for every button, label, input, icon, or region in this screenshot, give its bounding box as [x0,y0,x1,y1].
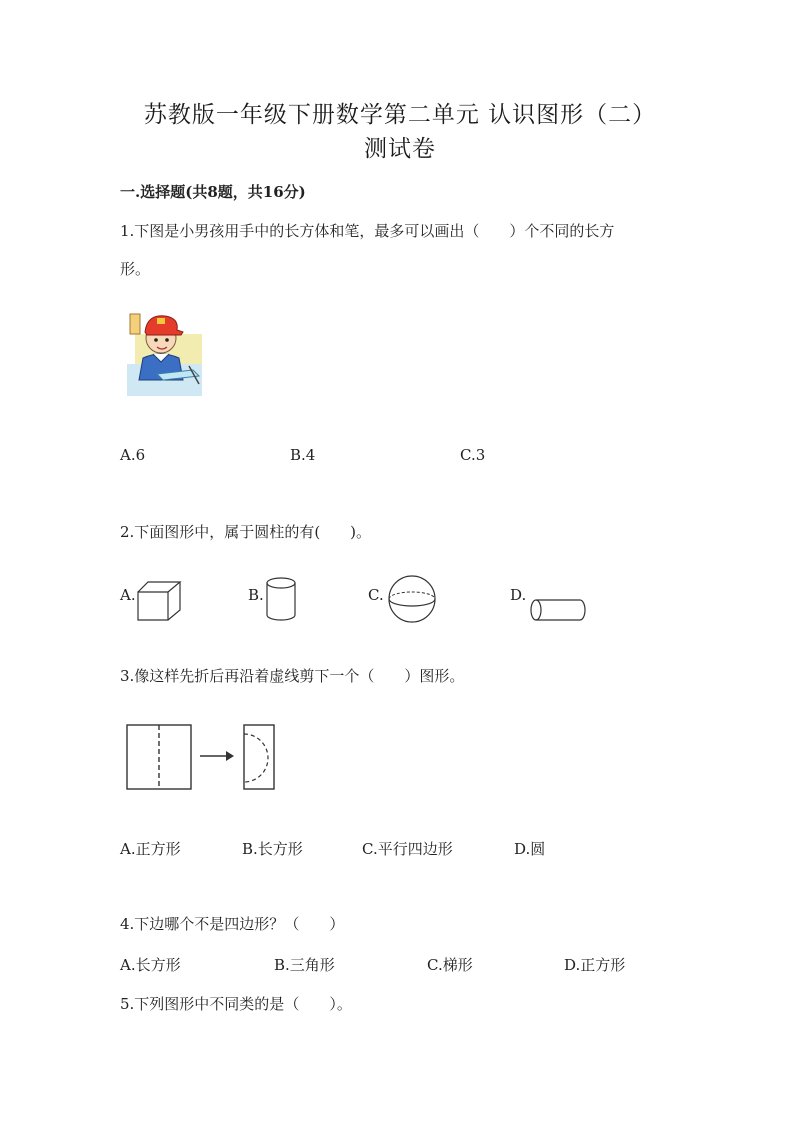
q4-option-c[interactable]: C.梯形 [427,956,473,974]
sphere-shape [387,574,437,624]
cylinder-upright-shape [265,576,299,622]
q4-option-d[interactable]: D.正方形 [564,956,626,974]
q4-option-b[interactable]: B.三角形 [274,956,335,974]
boy-with-cuboid-illustration [127,306,202,396]
section-heading: 一.选择题(共8题，共16分) [120,183,306,201]
fold-and-cut-diagram [126,724,286,794]
q3-option-a[interactable]: A.正方形 [120,840,181,858]
q2-option-d[interactable]: D. [510,586,527,604]
q3-option-c[interactable]: C.平行四边形 [362,840,453,858]
q2-option-c[interactable]: C. [368,586,384,604]
cube-shape [136,580,184,622]
cylinder-lying-shape [528,598,586,624]
q3-option-b[interactable]: B.长方形 [242,840,303,858]
question-3-text: 3.像这样先折后再沿着虚线剪下一个（ ）图形。 [120,667,465,685]
page-title-line2: 测试卷 [364,136,436,162]
q2-option-b[interactable]: B. [248,586,264,604]
q2-option-a[interactable]: A. [120,586,136,604]
question-1-text: 1.下图是小男孩用手中的长方体和笔，最多可以画出（ ）个不同的长方 [120,222,615,240]
question-5-text: 5.下列图形中不同类的是（ ）。 [120,995,352,1013]
q1-option-c[interactable]: C.3 [460,446,486,464]
q1-option-b[interactable]: B.4 [290,446,316,464]
q4-option-a[interactable]: A.长方形 [120,956,181,974]
question-2-text: 2.下面图形中，属于圆柱的有( )。 [120,523,372,541]
question-4-text: 4.下边哪个不是四边形？（ ） [120,915,345,933]
q1-option-a[interactable]: A.6 [120,446,146,464]
page-title: 苏教版一年级下册数学第二单元 认识图形（二） [143,102,657,128]
question-1-text-cont: 形。 [120,260,151,278]
q3-option-d[interactable]: D.圆 [514,840,546,858]
